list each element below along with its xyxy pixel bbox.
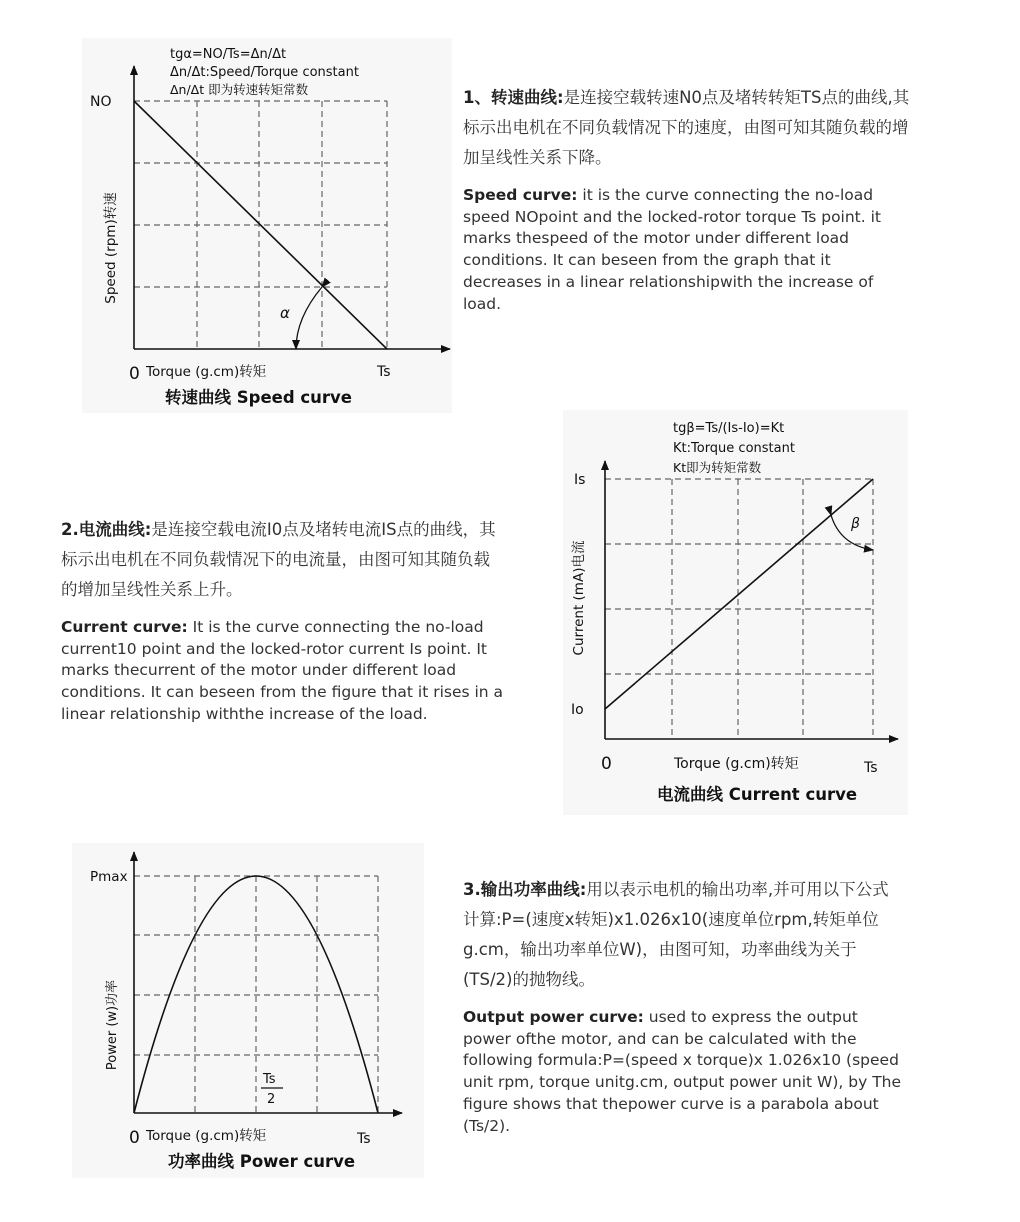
power-y-axis-label: Power (w)功率	[105, 979, 120, 1071]
speed-alpha-label: α	[280, 304, 290, 322]
speed-ts-label: Ts	[377, 364, 391, 380]
speed-y-axis-label: Speed (rpm)转速	[103, 192, 119, 304]
power-zh-title: 3.输出功率曲线:	[463, 880, 587, 899]
speed-x-axis-label: Torque (g.cm)转矩	[146, 364, 267, 380]
current-is-label: Is	[574, 472, 586, 488]
power-zh-body: 用以表示电机的输出功率,并可用以下公式计算:P=(速度x转矩)x1.026x10(速度单位rpm,转矩单位g.cm，输出功率单位W)，由图可知，功率曲线为关于(TS/2)的抛物线。	[463, 880, 889, 989]
power-caption: 功率曲线 Power curve	[168, 1152, 356, 1171]
current-ts-label: Ts	[864, 760, 878, 776]
current-annotation-3: Kt即为转矩常数	[673, 460, 762, 475]
current-y-axis-label: Current (mA)电流	[571, 540, 587, 656]
current-caption: 电流曲线 Current curve	[657, 785, 858, 804]
speed-zh-body: 是连接空载转速N0点及堵转转矩TS点的曲线,其标示出电机在不同负载情况下的速度，由图可知其随负载的增加呈线性关系下降。	[463, 88, 910, 167]
power-en-paragraph	[463, 1007, 903, 1137]
power-pmax-label: Pmax	[90, 869, 128, 885]
power-grid	[134, 876, 378, 1113]
current-beta-label: β	[851, 516, 860, 532]
speed-annotation-3: Δn/Δt 即为转速转矩常数	[170, 82, 309, 97]
power-zh-paragraph	[463, 875, 903, 995]
power-ts-label: Ts	[357, 1131, 371, 1147]
current-io-label: Io	[571, 702, 584, 718]
power-en-title: Output power curve:	[463, 1008, 644, 1026]
current-zh-title: 2.电流曲线:	[61, 520, 152, 539]
speed-en-body: it is the curve connecting the no-load speed NOpoint and the locked-rotor torque Ts point. it marks thespeed of the motor under different load conditions. It can beseen from the graph that it decreases in a linear relationshipwith the increase of load.	[463, 186, 881, 313]
speed-annotation-2: Δn/Δt:Speed/Torque constant	[170, 65, 359, 80]
power-origin-label: 0	[129, 1128, 140, 1148]
speed-no-label: NO	[90, 94, 112, 110]
speed-annotation-1: tgα=NO/Ts=Δn/Δt	[170, 47, 287, 62]
power-fraction-numerator: Ts	[263, 1072, 276, 1087]
current-annotation-2: Kt:Torque constant	[673, 441, 795, 456]
speed-zh-title: 1、转速曲线:	[463, 88, 564, 107]
power-en-body: used to express the output power ofthe motor, and can be calculated with the following formula:P=(speed x torque)x 1.026x10 (speed unit rpm, torque unitg.cm, output power unit W), by The figure shows that thepower curve is a parabola about (Ts/2).	[463, 1008, 902, 1135]
current-zh-body: 是连接空载电流I0点及堵转电流IS点的曲线，其标示出电机在不同负载情况下的电流量，由图可知其随负载的增加呈线性关系上升。	[61, 520, 496, 599]
current-en-title: Current curve:	[61, 618, 188, 636]
speed-caption: 转速曲线 Speed curve	[165, 388, 352, 407]
current-annotation-1: tgβ=Ts/(Is-Io)=Kt	[673, 421, 785, 436]
speed-origin-label: 0	[129, 364, 140, 384]
current-en-body: It is the curve connecting the no-load current10 point and the locked-rotor current Is point. It marks thecurrent of the motor under different load conditions. It can beseen from the figure that it rises in a linear relationship withthe increase of the load.	[61, 618, 504, 723]
power-description	[463, 875, 903, 1137]
power-fraction-denominator: 2	[267, 1092, 276, 1107]
current-x-axis-label: Torque (g.cm)转矩	[674, 756, 799, 772]
power-x-axis-label: Torque (g.cm)转矩	[146, 1128, 267, 1144]
speed-en-title: Speed curve:	[463, 186, 578, 204]
current-origin-label: 0	[601, 754, 612, 774]
